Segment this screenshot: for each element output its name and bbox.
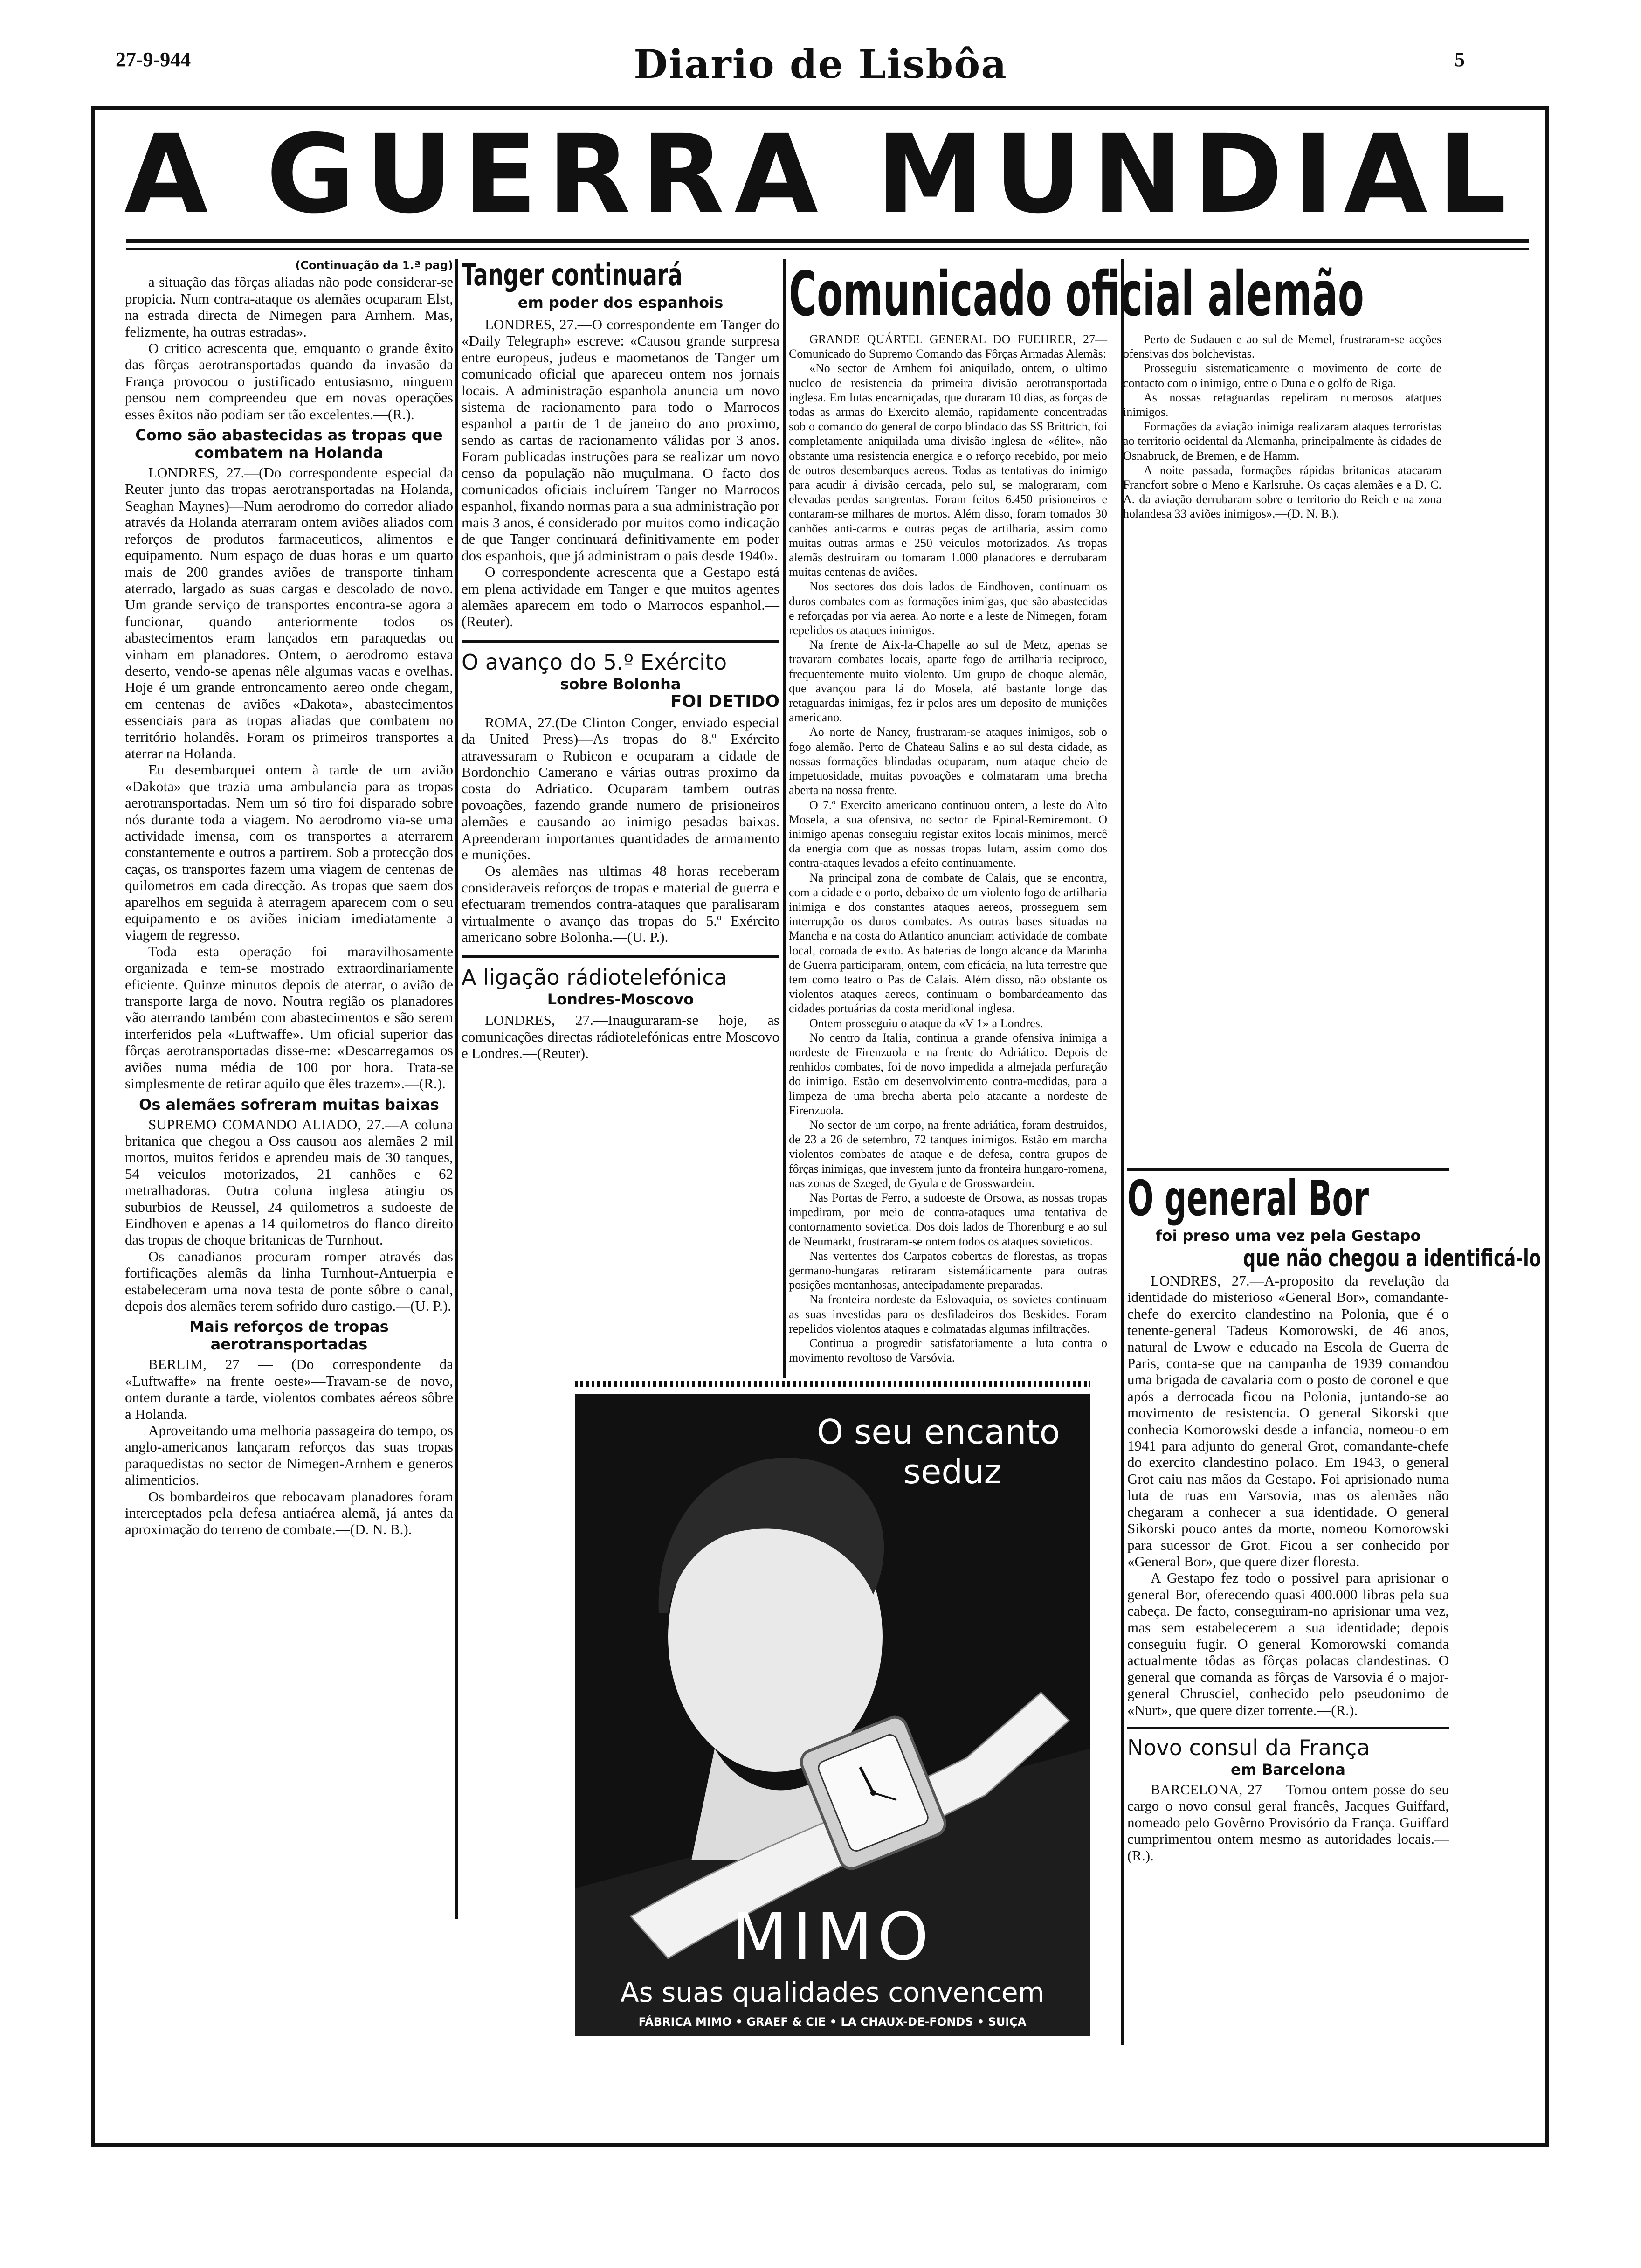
article-subheadline: Londres-Moscovo — [547, 990, 694, 1009]
article-paragraph: Nas vertentes dos Carpatos cobertas de florestas, as tropas germano-hungaras retiraram sistemáticamente para outras posições montanhosas, antecipadamente preparadas. — [789, 1249, 1107, 1292]
article-headline: Os alemães sofreram muitas baixas — [139, 1095, 439, 1113]
article-paragraph: ROMA, 27.(De Clinton Conger, enviado especial da United Press)—As tropas do 8.º Exército atravessaram o Rubicon e ocuparam a cidade de Bordonchio Camerano e várias outras proximo da costa do Adriatico. Ocuparam tambem outras povoações, fazendo grande numero de prisioneiros alemães e causando ao inimigo pesadas baixas. Apreenderam importantes quantidades de armamento e munições. — [462, 714, 779, 863]
article-paragraph: As nossas retaguardas repeliram numerosos ataques inimigos. — [1123, 390, 1441, 419]
ad-slogan: seduz — [903, 1452, 1002, 1491]
article-paragraph: «No sector de Arnhem foi aniquilado, ontem, o ultimo nucleo de resistencia da primeira divisão aerotransportada inglesa. Em lutas encarniçadas, que duraram 10 dias, as forças de todas as armas do Exercito alemão, rapidamente concentradas sob o comando do general de corpo blindado das SS Brittrich, foi completamente aniquilada uma divisão inglesa de «élite», não obstante uma resistencia energica e o reforço recebido, por meio de outros desembarques aereos. Todas as tentativas do inimigo para acudir á divisão cercada, pelo sul, se malograram, com elevadas perdas sangrentas. Foram feitos 6.450 prisioneiros e contaram-se milhares de mortos. Além disso, foram tomados 30 canhões anti-carros e outras peças de artilharia, assim como muitas outras armas e 250 veiculos motorizados. As tropas alemãs destruiram ou tomaram 1.000 planadores e derrubaram muitas centenas de aviões. — [789, 361, 1107, 579]
column-divider — [455, 259, 458, 1919]
article-headline: Como são abastecidas as tropas que combatem na Holanda — [135, 426, 443, 462]
article-subheadline: que não chegou a identificá-lo — [1243, 1245, 1541, 1272]
article-subheadline: sobre Bolonha — [560, 675, 681, 693]
article-paragraph: LONDRES, 27.—(Do correspondente especial da Reuter junto das tropas aerotransportadas na Holanda, Seaghan Maynes)—Num aerodromo do corredor aliado através da Holanda aterraram ontem aviões aliados com reforços de produtos farmaceuticos, alimentos e equipamento. Num espaço de duas horas e um quarto mais de 200 grandes aviões de transporte tinham aterrado, largado as suas cargas e descolado de novo. Um grande serviço de transportes encontra-se agora a funcionar, quando anteriormente todos os abastecimentos eram lançados em paraquedas ou vinham em planadores. Ontem, o aerodromo estava deserto, vendo-se apenas nêle algumas vacas e ovelhas. Hoje é um grande entroncamento aereo onde chegam, em centenas de aviões «Dakota», abastecimentos essenciais para as tropas aliadas que combatem no território holandês. Foram os primeiros transportes a aterrar na Holanda. — [125, 464, 453, 761]
article-headline: Comunicado oficial alemão — [789, 258, 1364, 330]
article-headline: Mais reforços de tropas aerotransportadas — [189, 1318, 389, 1354]
article-subheadline: em Barcelona — [1231, 1760, 1345, 1778]
newspaper-masthead: Diario de Lisbôa — [634, 41, 1007, 87]
article-paragraph: Os canadianos procuram romper através das fortificações alemãs da linha Turnhout-Antuerpia e estabeleceram uma nova testa de ponte sôbre o canal, depois dos alemães terem sofrido duro castigo.—(U. P.). — [125, 1248, 453, 1314]
article-paragraph: Continua a progredir satisfatoriamente a luta contra o movimento revoltoso de Varsóvia. — [789, 1336, 1107, 1365]
ad-footer: FÁBRICA MIMO • GRAEF & CIE • LA CHAUX-DE-FONDS • SUIÇA — [638, 2015, 1027, 2028]
article-paragraph: A Gestapo fez todo o possivel para aprisionar o general Bor, oferecendo quasi 400.000 libras pela sua cabeça. De facto, conseguiram-no aprisionar uma vez, mas sem estabelecerem a sua identidade; depois conseguiu fugir. O general Komorowski comanda actualmente tôdas as fôrças polacas clandestinas. O general que comanda as fôrças de Varsovia é o major-general Chrusciel, conhecido pelo pseudonimo de «Nurt», que quere dizer torrente.—(R.). — [1127, 1570, 1449, 1718]
article-paragraph: Eu desembarquei ontem à tarde de um avião «Dakota» que trazia uma ambulancia para as tropas aerotransportadas. Nem um só tiro foi disparado sobre nós durante toda a viagem. No aerodromo via-se uma actividade imensa, com os transportes a aterrarem constantemente e outros a partirem. Sob a protecção dos caças, os transportes fazem uma viagem de centenas de quilometros em cada direcção. As tropas que saem dos aparelhos em seguida à aterragem aparecem com o seu equipamento e os aviões iniciam imediatamente a viagem de regresso. — [125, 761, 453, 943]
article-paragraph: Aproveitando uma melhoria passageira do tempo, os anglo-americanos lançaram reforços das suas tropas paraquedistas no sector de Nimegen-Arnhem e generos alimenticios. — [125, 1422, 453, 1488]
article-paragraph: Prosseguiu sistematicamente o movimento de corte de contacto com o inimigo, entre o Duna e o golfo de Riga. — [1123, 361, 1441, 390]
article-paragraph: Formações da aviação inimiga realizaram ataques terroristas ao territorio ocidental da Alemanha, principalmente às cidades de Osnabruck, de Bremen, e de Hamm. — [1123, 420, 1441, 463]
article-paragraph: Nos sectores dos dois lados de Eindhoven, continuam os duros combates com as formações inimigas, que são abastecidas e reforçadas por via aerea. Ao norte e a leste de Nimegen, foram repelidos os ataques inimigos. — [789, 580, 1107, 637]
continuation-note: (Continuação da 1.ª pag) — [295, 259, 453, 272]
article-separator — [462, 640, 779, 643]
article-subheadline: em poder dos espanhois — [517, 294, 724, 311]
article-paragraph: BARCELONA, 27 — Tomou ontem posse do seu cargo o novo consul geral francês, Jacques Guiffard, nomeado pelo Govêrno Provisório da França. Guiffard cumprimentou ontem mesmo as autoridades locais.—(R.). — [1127, 1781, 1449, 1864]
article-paragraph: LONDRES, 27.—Inauguraram-se hoje, as comunicações directas rádiotelefónicas entre Moscovo e Londres.—(Reuter). — [462, 1012, 779, 1062]
article-headline: Novo consul da França — [1127, 1735, 1370, 1760]
article-subheadline: FOI DETIDO — [670, 691, 779, 711]
title-underline — [126, 239, 1529, 243]
article-paragraph: Na principal zona de combate de Calais, que se encontra, com a cidade e o porto, debaixo de um violento fogo de artilharia inimiga e dos constantes ataques aereos, prosseguem sem interrupção os duros combates. As outras bases situadas na Mancha e na costa do Atlantico anunciam actividade de combate local, coroada de exito. As baterias de longo alcance da Marinha de Guerra participaram, ontem, com eficácia, na luta terrestre que tem como teatro o Pas de Calais. Além disso, não obstante os violentos ataques aereos, continuam o bombardeamento das cidades portuárias da costa meridional inglesa. — [789, 871, 1107, 1016]
article-paragraph: Nas Portas de Ferro, a sudoeste de Orsowa, as nossas tropas impediram, por meio de contra-ataques uma tentativa de contornamento sovietica. Dos dois lados de Thorenburg e ao sul de Neumarkt, frustraram-se ontem todos os ataques sovieticos. — [789, 1190, 1107, 1248]
article-paragraph: a situação das fôrças aliadas não pode considerar-se propicia. Num contra-ataque os alemães ocuparam Elst, na estrada directa de Nimegen para Arnhem. Mas, felizmente, ha outras estradas». — [125, 274, 453, 340]
article-paragraph: Os alemães nas ultimas 48 horas receberam consideraveis reforços de tropas e material de guerra e efectuaram tremendos contra-ataques que paralisaram virtualmente o avanço das tropas do 5.º Exército americano sobre Bolonha.—(U. P.). — [462, 863, 779, 945]
article-paragraph: Os bombardeiros que rebocavam planadores foram interceptados pela defesa antiaérea alemã, já antes da aproximação do terreno de combate.—(D. N. B.). — [125, 1488, 453, 1538]
article-paragraph: Ontem prosseguiu o ataque da «V 1» a Londres. — [809, 1016, 1043, 1030]
issue-date: 27-9-944 — [116, 48, 191, 71]
bottom-rule — [91, 2145, 1549, 2147]
column-1 — [125, 257, 453, 2118]
mimo-watch-advertisement — [575, 1394, 1090, 2036]
ad-brand-logo: MIMO — [731, 1899, 934, 1975]
article-separator — [462, 955, 779, 958]
column-4 — [1127, 1168, 1541, 2129]
article-paragraph: No centro da Italia, continua a grande ofensiva inimiga a nordeste de Firenzuola e na frente do Adriático. Depois de renhidos combates, foi de novo impedida a almejada perfuração do inimigo. Estão em desenvolvimento contra-medidas, para a limpeza de uma brecha aberta pelo atacante a nordeste de Firenzuola. — [789, 1030, 1107, 1117]
article-paragraph: O 7.º Exercito americano continuou ontem, a leste do Alto Mosela, a sua ofensiva, no sector de Epinal-Remiremont. O inimigo apenas conseguiu registar exitos locais minimos, mercê da energia com que as nossas tropas lutam, assim como dos contra-ataques levados a efeito continuamente. — [789, 798, 1107, 870]
article-paragraph: LONDRES, 27.—A-proposito da revelação da identidade do misterioso «General Bor», comandante-chefe do exercito clandestino na Polonia, que é o tenente-general Tadeus Komorowski, de 46 anos, natural de Lwow e educado na Escola de Guerra de Paris, conta-se que na campanha de 1939 comandou uma brigada de cavalaria com o posto de coronel e que após a derrocada ficou na Polonia, juntando-se ao movimento de resistencia. O general Sikorski que conhecia Komorowski desde a infancia, nomeou-o em 1941 para adjunto do general Grot, comandante-chefe do exercito clandestino polaco. Em 1943, o general Grot caiu nas mãos da Gestapo. Foi aprisionado numa luta de ruas em Varsovia, mas os alemães não chegaram a conhecer a sua identidade. O general Sikorski pouco antes da morte, nomeou Komorowski para sucessor de Grot. Ficou a ser conhecido por «General Bor», que quere dizer floresta. — [1127, 1272, 1449, 1570]
article-paragraph: Na fronteira nordeste da Eslovaquia, os sovietes continuam as suas investidas para os desfiladeiros dos Beskides. Foram repelidos violentos ataques e colmatadas algumas infiltrações. — [789, 1293, 1107, 1335]
article-paragraph: Perto de Sudauen e ao sul de Memel, frustraram-se acções ofensivas dos bolchevistas. — [1123, 332, 1441, 361]
section-title: A GUERRA MUNDIAL — [124, 111, 1517, 237]
column-divider — [783, 259, 786, 1378]
article-paragraph: Ao norte de Nancy, frustraram-se ataques inimigos, sob o fogo alemão. Perto de Chateau Salins e ao sul desta cidade, as nossas formações blindadas ocuparam, num ataque cheio de impetuosidade, muitas povoações e colmataram uma brecha aberta na nossa frente. — [789, 725, 1107, 797]
page-number: 5 — [1455, 48, 1465, 71]
article-subheadline: foi preso uma vez pela Gestapo — [1155, 1227, 1421, 1245]
article-paragraph: O critico acrescenta que, emquanto o grande êxito das fôrças aerotransportadas quando da invasão da França provocou o justificado entusiasmo, ninguem pensou nem compreendeu que em novas operações esses êxitos não podiam ser tão excelentes.—(R.). — [125, 340, 453, 422]
article-headline: O general Bor — [1127, 1170, 1369, 1227]
article-paragraph: GRANDE QUÁRTEL GENERAL DO FUEHRER, 27—Comunicado do Supremo Comando das Fôrças Armadas Alemãs: — [789, 332, 1107, 361]
article-headline: Tanger continuará — [462, 257, 683, 293]
article-paragraph: A noite passada, formações rápidas britanicas atacaram Francfort sobre o Meno e Karlsruhe. Os caças alemães e a D. C. A. da aviação derrubaram sobre o territorio do Reich e na zona holandesa 33 aviões inimigos».—(D. N. B.). — [1123, 463, 1441, 521]
column-2 — [462, 257, 779, 1376]
ad-tagline: As suas qualidades convencem — [620, 1977, 1045, 2008]
article-headline: O avanço do 5.º Exército — [462, 649, 727, 675]
article-paragraph: BERLIM, 27 — (Do correspondente da «Luftwaffe» na frente oeste»—Travam-se de novo, ontem durante a tarde, violentos combates aéreos sôbre a Holanda. — [125, 1356, 453, 1422]
article-paragraph: No sector de um corpo, na frente adriática, foram destruidos, de 23 a 26 de setembro, 72 tanques inimigos. Estão em marcha violentos combates de ataque e de defesa, contra grupos de fôrças inimigas, que investem junto da fronteira hungaro-romena, nas zonas de Szeged, de Gyula e de Grosswardein. — [789, 1118, 1107, 1190]
article-separator — [1127, 1727, 1449, 1729]
article-paragraph: Toda esta operação foi maravilhosamente organizada e tem-se mostrado extraordinariamente eficiente. Quinze minutos depois de aterrar, o avião de transporte larga de novo. Noutra região os planadores vão aterrando também com abastecimentos e são serem interferidos pela «Luftwaffe». Um oficial superior das fôrças aerotransportadas disse-me: «Descarregamos os aviões numa média de 100 por hora. Trata-se simplesmente de retirar aquilo que êles trazem».—(R.). — [125, 943, 453, 1092]
article-paragraph: O correspondente acrescenta que a Gestapo está em plena actividade em Tanger e que muitos agentes alemães aparecem em todo o Marrocos espanhol.—(Reuter). — [462, 564, 779, 630]
article-paragraph: Na frente de Aix-la-Chapelle ao sul de Metz, apenas se travaram combates locais, aparte fogo de artilharia reciproco, frequentemente muito violento. Um grupo de choque alemão, que avançou para lá do Mosela, até bastante longe das retaguardas inimigas, fez ir pelos ares um deposito de munições americano. — [789, 638, 1107, 725]
ornamental-border — [575, 1381, 1090, 1387]
article-headline: A ligação rádiotelefónica — [462, 965, 727, 990]
article-paragraph: SUPREMO COMANDO ALIADO, 27.—A coluna britanica que chegou a Oss causou aos alemães 2 mil mortos, muitos feridos e aprendeu mais de 30 tanques, 54 veiculos motorizados, 21 canhões e 62 metralhadoras. Outra coluna inglesa atingiu os suburbios de Reussel, 24 quilometros a sudoeste de Eindhoven e apenas a 14 quilometros do flanco direito das tropas de choque britanicas de Turnhout. — [125, 1116, 453, 1248]
title-underline-thin — [126, 248, 1529, 250]
article-paragraph: LONDRES, 27.—O correspondente em Tanger do «Daily Telegraph» escreve: «Causou grande surpresa entre europeus, judeus e maometanos de Tanger um comunicado oficial que apareceu ontem nos jornais locais. A administração espanhola anuncia um novo sistema de racionamento para todo o Marrocos espanhol a partir de 1 de janeiro do ano proximo, sendo as cartas de racionamento válidas por 3 anos. Foram publicadas instruções para se realizar um novo censo da população não muçulmana. O facto dos comunicados oficiais incluírem Tanger no Marrocos espanhol, fixando normas para a sua administração por mais 3 anos, é considerado por muitos como indicação de que Tanger continuará definitivamente em poder dos espanhois, que já administram o pais desde 1940». — [462, 316, 779, 564]
ad-slogan: O seu encanto — [817, 1412, 1060, 1452]
comunicado-headline-box — [789, 259, 1465, 329]
